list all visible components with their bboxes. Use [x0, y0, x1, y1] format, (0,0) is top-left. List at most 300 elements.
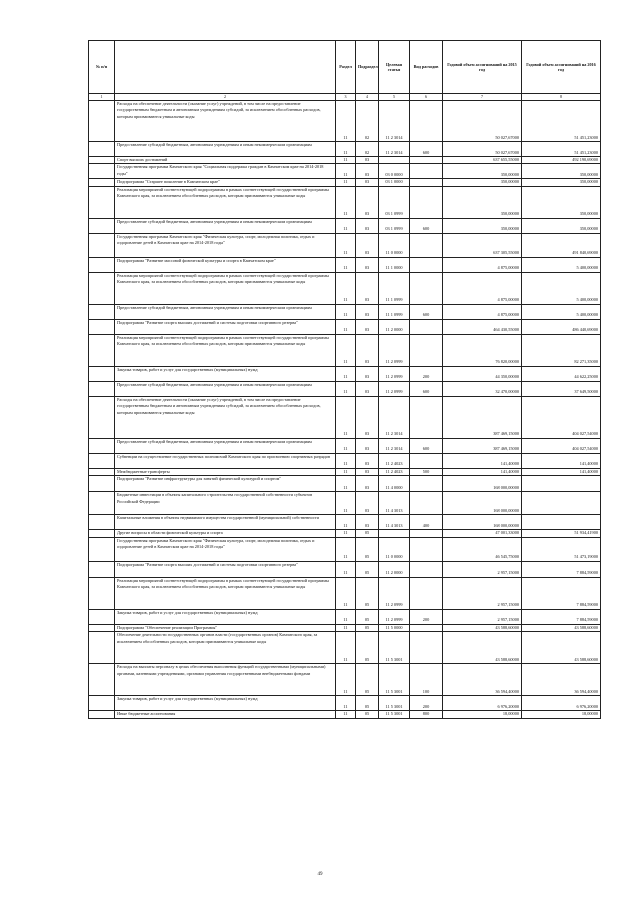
num-cell: [89, 366, 115, 381]
section-cell: 11: [336, 609, 356, 624]
table-row: [89, 624, 601, 631]
num-cell: [89, 396, 115, 438]
section-cell: 11: [336, 101, 356, 142]
table-row: [89, 609, 601, 624]
amount-2016-cell: 51 473,19000: [522, 537, 601, 561]
subsection-cell: 05: [356, 624, 379, 631]
header-num: № п/п: [89, 41, 115, 94]
column-number: 8: [522, 94, 601, 101]
amount-2015-cell: 32 470,00000: [443, 381, 522, 396]
target-article-cell: 11 2 3014: [379, 438, 410, 453]
target-article-cell: 11 2 3014: [379, 101, 410, 142]
amount-2015-cell: 350,00000: [443, 186, 522, 218]
amount-2016-cell: 37 649,50000: [522, 381, 601, 396]
subsection-cell: 03: [356, 476, 379, 492]
table-row: [89, 101, 601, 142]
num-cell: [89, 272, 115, 304]
row-name-cell: Расходы на обеспечение деятельности (оказание услуг) учреждений, в том числе на предоставление государственным бюджетным и автономным учреждениям субсидий, за исключением обособленных расходов, которым присваиваются уникальные коды: [115, 101, 336, 142]
subsection-cell: 05: [356, 664, 379, 696]
subsection-cell: 03: [356, 319, 379, 334]
expense-type-cell: 800: [410, 711, 443, 718]
num-cell: [89, 632, 115, 664]
num-cell: [89, 577, 115, 609]
amount-2016-cell: 7 884,59000: [522, 577, 601, 609]
row-name-cell: Обеспечение деятельности государственных органов власти (государственных органов) Камчатского края, за исключением обособленных расходов, которым присваиваются уникальные коды: [115, 632, 336, 664]
amount-2016-cell: 44 622,25000: [522, 366, 601, 381]
expense-type-cell: [410, 632, 443, 664]
row-name-cell: Реализация мероприятий соответствующей подпрограммы в рамках соответствующей государственной программы Камчатского края, за исключением обособленных расходов, которым присваиваются уникальные коды: [115, 186, 336, 218]
amount-2016-cell: 5 400,00000: [522, 304, 601, 319]
amount-2015-cell: 47 001,33000: [443, 530, 522, 537]
table-row: [89, 179, 601, 186]
amount-2016-cell: [522, 492, 601, 515]
target-article-cell: 11 4 3013: [379, 492, 410, 515]
target-article-cell: 11 5 0000: [379, 624, 410, 631]
target-article-cell: 11 2 0999: [379, 381, 410, 396]
amount-2015-cell: 141,40000: [443, 453, 522, 468]
table-row: [89, 319, 601, 334]
num-cell: [89, 319, 115, 334]
target-article-cell: 03 1 0999: [379, 186, 410, 218]
target-article-cell: 11 1 0999: [379, 272, 410, 304]
target-article-cell: 11 5 3001: [379, 711, 410, 718]
row-name-cell: Расходы на выплаты персоналу в целях обеспечения выполнения функций государственными (муниципальными) органами, казенными учреждениями, органами управления государственными внебюджетными фондами: [115, 664, 336, 696]
amount-2015-cell: 36 594,40000: [443, 664, 522, 696]
subsection-cell: 03: [356, 186, 379, 218]
amount-2015-cell: 6 976,20000: [443, 696, 522, 711]
amount-2015-cell: 46 545,75000: [443, 537, 522, 561]
section-cell: 11: [336, 577, 356, 609]
row-name-cell: Государственная программа Камчатского края "Социальная поддержка граждан в Камчатском крае на 2014-2018 годы": [115, 164, 336, 179]
table-row: [89, 157, 601, 164]
subsection-cell: 05: [356, 577, 379, 609]
expense-type-cell: [410, 530, 443, 537]
section-cell: 11: [336, 537, 356, 561]
table-row: [89, 381, 601, 396]
table-row: [89, 186, 601, 218]
target-article-cell: 11 5 3001: [379, 696, 410, 711]
expense-type-cell: [410, 319, 443, 334]
expense-type-cell: [410, 453, 443, 468]
num-cell: [89, 609, 115, 624]
row-name-cell: Подпрограмма "Старшее поколение в Камчатском крае": [115, 179, 336, 186]
target-article-cell: 11 2 0000: [379, 319, 410, 334]
section-cell: 11: [336, 366, 356, 381]
row-name-cell: Иные бюджетные ассигнования: [115, 711, 336, 718]
subsection-cell: 05: [356, 537, 379, 561]
row-name-cell: Подпрограмма "Развитие инфраструктуры для занятий физической культурой и спортом": [115, 476, 336, 492]
subsection-cell: 03: [356, 272, 379, 304]
section-cell: 11: [336, 233, 356, 257]
section-cell: 11: [336, 530, 356, 537]
target-article-cell: 11 1 0999: [379, 304, 410, 319]
target-article-cell: 11 2 0999: [379, 366, 410, 381]
amount-2016-cell: 404 027,54000: [522, 396, 601, 438]
num-cell: [89, 664, 115, 696]
table-row: [89, 711, 601, 718]
row-name-cell: Другие вопросы в области физической культуры и спорта: [115, 530, 336, 537]
expense-type-cell: [410, 186, 443, 218]
expense-type-cell: [410, 476, 443, 492]
expense-type-cell: [410, 561, 443, 577]
target-article-cell: 11 2 0999: [379, 577, 410, 609]
row-name-cell: Государственная программа Камчатского края "Физическая культура, спорт, молодежная политика, отдых и оздоровление детей в Камчатском крае на 2014-2018 годы": [115, 233, 336, 257]
amount-2015-cell: 50 027,67000: [443, 101, 522, 142]
target-article-cell: 11 2 3014: [379, 396, 410, 438]
amount-2016-cell: 7 884,59000: [522, 609, 601, 624]
section-cell: 11: [336, 272, 356, 304]
row-name-cell: Реализация мероприятий соответствующей подпрограммы в рамках соответствующей государственной программы Камчатского края, за исключением обособленных расходов, которым присваиваются уникальные коды: [115, 577, 336, 609]
amount-2016-cell: 36 594,40000: [522, 664, 601, 696]
subsection-cell: 03: [356, 396, 379, 438]
num-cell: [89, 218, 115, 233]
amount-2015-cell: 43 588,60000: [443, 624, 522, 631]
table-row: [89, 438, 601, 453]
subsection-cell: 03: [356, 381, 379, 396]
amount-2015-cell: 168 000,00000: [443, 492, 522, 515]
amount-2016-cell: 350,00000: [522, 218, 601, 233]
subsection-cell: 03: [356, 257, 379, 272]
expense-type-cell: [410, 179, 443, 186]
amount-2016-cell: 492 190,69000: [522, 157, 601, 164]
amount-2015-cell: 350,00000: [443, 179, 522, 186]
num-cell: [89, 624, 115, 631]
amount-2016-cell: [522, 515, 601, 530]
expense-type-cell: [410, 334, 443, 366]
amount-2016-cell: 5 400,00000: [522, 272, 601, 304]
section-cell: 11: [336, 179, 356, 186]
amount-2016-cell: 7 884,59000: [522, 561, 601, 577]
row-name-cell: Закупка товаров, работ и услуг для государственных (муниципальных) нужд: [115, 609, 336, 624]
num-cell: [89, 711, 115, 718]
header-expense-type: Вид расходов: [410, 41, 443, 94]
subsection-cell: 05: [356, 609, 379, 624]
amount-2015-cell: 2 957,15000: [443, 561, 522, 577]
table-row: [89, 304, 601, 319]
subsection-cell: 02: [356, 101, 379, 142]
table-row: [89, 515, 601, 530]
section-cell: 11: [336, 257, 356, 272]
amount-2015-cell: 4 875,00000: [443, 272, 522, 304]
amount-2016-cell: [522, 476, 601, 492]
section-cell: 11: [336, 334, 356, 366]
amount-2015-cell: 168 000,00000: [443, 515, 522, 530]
table-row: [89, 530, 601, 537]
target-article-cell: 11 2 0999: [379, 609, 410, 624]
amount-2015-cell: 2 957,15000: [443, 577, 522, 609]
num-cell: [89, 381, 115, 396]
amount-2016-cell: 491 840,69000: [522, 233, 601, 257]
table-row: [89, 632, 601, 664]
row-name-cell: Предоставление субсидий бюджетным, автономным учреждениям и иным некоммерческим организациям: [115, 142, 336, 157]
header-amount-2016: Годовой объем ассигнований на 2016 год: [522, 41, 601, 94]
target-article-cell: [379, 530, 410, 537]
expense-type-cell: 400: [410, 515, 443, 530]
target-article-cell: 11 2 0999: [379, 334, 410, 366]
amount-2015-cell: 44 350,00000: [443, 366, 522, 381]
row-name-cell: Реализация мероприятий соответствующей подпрограммы в рамках соответствующей государственной программы Камчатского края, за исключением обособленных расходов, которым присваиваются уникальные коды: [115, 272, 336, 304]
row-name-cell: Государственная программа Камчатского края "Физическая культура, спорт, молодежная политика, отдых и оздоровление детей в Камчатском крае на 2014-2018 годы": [115, 537, 336, 561]
subsection-cell: 03: [356, 179, 379, 186]
expense-type-cell: 200: [410, 609, 443, 624]
header-target-article: Целевая статья: [379, 41, 410, 94]
table-row: [89, 492, 601, 515]
amount-2015-cell: 4 875,00000: [443, 257, 522, 272]
column-number: 3: [336, 94, 356, 101]
num-cell: [89, 157, 115, 164]
subsection-cell: 03: [356, 157, 379, 164]
table-header-row: [89, 41, 601, 94]
row-name-cell: Капитальные вложения в объекты недвижимого имущества государственной (муниципальной) собственности: [115, 515, 336, 530]
subsection-cell: 03: [356, 366, 379, 381]
expense-type-cell: [410, 157, 443, 164]
subsection-cell: 05: [356, 561, 379, 577]
amount-2015-cell: 168 000,00000: [443, 476, 522, 492]
section-cell: 11: [336, 396, 356, 438]
section-cell: 11: [336, 381, 356, 396]
amount-2016-cell: 141,40000: [522, 468, 601, 475]
target-article-cell: 11 5 3001: [379, 664, 410, 696]
expense-type-cell: 600: [410, 438, 443, 453]
num-cell: [89, 179, 115, 186]
page-number: 49: [317, 872, 323, 877]
target-article-cell: 03 1 0000: [379, 179, 410, 186]
amount-2016-cell: 350,00000: [522, 179, 601, 186]
amount-2015-cell: 387 469,15000: [443, 396, 522, 438]
subsection-cell: 03: [356, 468, 379, 475]
num-cell: [89, 696, 115, 711]
num-cell: [89, 142, 115, 157]
budget-table-page: [88, 40, 600, 719]
amount-2015-cell: 387 469,15000: [443, 438, 522, 453]
amount-2015-cell: 76 820,00000: [443, 334, 522, 366]
amount-2016-cell: 43 588,60000: [522, 624, 601, 631]
column-number: 4: [356, 94, 379, 101]
row-name-cell: Закупка товаров, работ и услуг для государственных (муниципальных) нужд: [115, 696, 336, 711]
column-number: 7: [443, 94, 522, 101]
num-cell: [89, 453, 115, 468]
expense-type-cell: 600: [410, 142, 443, 157]
num-cell: [89, 561, 115, 577]
subsection-cell: 03: [356, 233, 379, 257]
expense-type-cell: [410, 624, 443, 631]
column-number: 2: [115, 94, 336, 101]
subsection-cell: 03: [356, 218, 379, 233]
table-row: [89, 257, 601, 272]
target-article-cell: 11 5 3001: [379, 632, 410, 664]
num-cell: [89, 101, 115, 142]
amount-2016-cell: 82 271,35000: [522, 334, 601, 366]
target-article-cell: 03 1 0999: [379, 218, 410, 233]
amount-2015-cell: 18,00000: [443, 711, 522, 718]
target-article-cell: [379, 157, 410, 164]
num-cell: [89, 438, 115, 453]
row-name-cell: Реализация мероприятий соответствующей подпрограммы в рамках соответствующей государственной программы Камчатского края, за исключением обособленных расходов, которым присваиваются уникальные коды: [115, 334, 336, 366]
num-cell: [89, 468, 115, 475]
amount-2015-cell: 350,00000: [443, 218, 522, 233]
target-article-cell: 11 2 4023: [379, 468, 410, 475]
num-cell: [89, 530, 115, 537]
row-name-cell: Подпрограмма "Развитие спорта высших достижений и системы подготовки спортивного резерва": [115, 319, 336, 334]
target-article-cell: 11 2 0000: [379, 561, 410, 577]
table-row: [89, 366, 601, 381]
row-name-cell: Предоставление субсидий бюджетным, автономным учреждениям и иным некоммерческим организациям: [115, 304, 336, 319]
expense-type-cell: [410, 577, 443, 609]
amount-2016-cell: 350,00000: [522, 186, 601, 218]
row-name-cell: Бюджетные инвестиции в объекты капитального строительства государственной собственности субъектов Российской Федерации: [115, 492, 336, 515]
amount-2015-cell: 50 027,67000: [443, 142, 522, 157]
section-cell: 11: [336, 164, 356, 179]
target-article-cell: 03 0 0000: [379, 164, 410, 179]
section-cell: 11: [336, 186, 356, 218]
amount-2016-cell: 486 440,69000: [522, 319, 601, 334]
row-name-cell: Субвенции на осуществление государственных полномочий Камчатского края по присвоению спортивных разрядов: [115, 453, 336, 468]
amount-2015-cell: 637 655,55000: [443, 157, 522, 164]
row-name-cell: Расходы на обеспечение деятельности (оказание услуг) учреждений, в том числе на предоставление государственным бюджетным и автономным учреждениям субсидий, за исключением обособленных расходов, которым присваиваются уникальные коды: [115, 396, 336, 438]
header-name: [115, 41, 336, 94]
table-row: [89, 218, 601, 233]
column-number: 5: [379, 94, 410, 101]
section-cell: 11: [336, 492, 356, 515]
row-name-cell: Предоставление субсидий бюджетным, автономным учреждениям и иным некоммерческим организациям: [115, 381, 336, 396]
section-cell: 11: [336, 632, 356, 664]
table-row: [89, 164, 601, 179]
target-article-cell: 11 4 0000: [379, 476, 410, 492]
section-cell: 11: [336, 696, 356, 711]
amount-2016-cell: 404 027,54000: [522, 438, 601, 453]
header-section: Раздел: [336, 41, 356, 94]
expense-type-cell: 500: [410, 468, 443, 475]
table-row: [89, 537, 601, 561]
header-subsection: Подраздел: [356, 41, 379, 94]
expense-type-cell: 600: [410, 218, 443, 233]
target-article-cell: 11 0 0000: [379, 233, 410, 257]
subsection-cell: 03: [356, 492, 379, 515]
num-cell: [89, 304, 115, 319]
row-name-cell: Подпрограмма "Развитие спорта высших достижений и системы подготовки спортивного резерва": [115, 561, 336, 577]
expense-type-cell: [410, 396, 443, 438]
section-cell: 11: [336, 515, 356, 530]
expense-type-cell: [410, 272, 443, 304]
subsection-cell: 05: [356, 711, 379, 718]
section-cell: 11: [336, 664, 356, 696]
table-row: [89, 476, 601, 492]
amount-2015-cell: 4 875,00000: [443, 304, 522, 319]
subsection-cell: 02: [356, 142, 379, 157]
budget-allocation-table: [88, 40, 601, 719]
expense-type-cell: [410, 257, 443, 272]
amount-2015-cell: 350,00000: [443, 164, 522, 179]
amount-2016-cell: 51 934,41900: [522, 530, 601, 537]
expense-type-cell: [410, 164, 443, 179]
section-cell: 11: [336, 468, 356, 475]
header-amount-2015: Годовой объем ассигнований на 2015 год: [443, 41, 522, 94]
section-cell: 11: [336, 304, 356, 319]
table-row: [89, 396, 601, 438]
expense-type-cell: [410, 492, 443, 515]
subsection-cell: 05: [356, 696, 379, 711]
row-name-cell: Предоставление субсидий бюджетным, автономным учреждениям и иным некоммерческим организациям: [115, 218, 336, 233]
section-cell: 11: [336, 711, 356, 718]
num-cell: [89, 257, 115, 272]
subsection-cell: 05: [356, 632, 379, 664]
section-cell: 11: [336, 142, 356, 157]
amount-2015-cell: 141,40000: [443, 468, 522, 475]
target-article-cell: 11 4 3013: [379, 515, 410, 530]
amount-2016-cell: 141,40000: [522, 453, 601, 468]
table-row: [89, 142, 601, 157]
table-row: [89, 577, 601, 609]
amount-2015-cell: 2 957,15000: [443, 609, 522, 624]
table-row: [89, 453, 601, 468]
expense-type-cell: [410, 233, 443, 257]
expense-type-cell: [410, 537, 443, 561]
row-name-cell: Спорт высших достижений: [115, 157, 336, 164]
target-article-cell: 11 2 3014: [379, 142, 410, 157]
expense-type-cell: 200: [410, 696, 443, 711]
table-row: [89, 334, 601, 366]
row-name-cell: Межбюджетные трансферты: [115, 468, 336, 475]
target-article-cell: 11 1 0000: [379, 257, 410, 272]
amount-2016-cell: 51 451,23000: [522, 142, 601, 157]
subsection-cell: 03: [356, 334, 379, 366]
expense-type-cell: [410, 101, 443, 142]
amount-2016-cell: 6 976,20000: [522, 696, 601, 711]
num-cell: [89, 164, 115, 179]
section-cell: 11: [336, 624, 356, 631]
subsection-cell: 03: [356, 304, 379, 319]
section-cell: 11: [336, 438, 356, 453]
row-name-cell: Подпрограмма "Обеспечение реализации Программы": [115, 624, 336, 631]
subsection-cell: 03: [356, 438, 379, 453]
amount-2016-cell: 5 400,00000: [522, 257, 601, 272]
subsection-cell: 03: [356, 164, 379, 179]
row-name-cell: Подпрограмма "Развитие массовой физической культуры и спорта в Камчатском крае": [115, 257, 336, 272]
target-article-cell: 11 0 0000: [379, 537, 410, 561]
num-cell: [89, 233, 115, 257]
subsection-cell: 03: [356, 515, 379, 530]
section-cell: 11: [336, 476, 356, 492]
expense-type-cell: 600: [410, 304, 443, 319]
num-cell: [89, 515, 115, 530]
subsection-cell: 03: [356, 453, 379, 468]
amount-2016-cell: 51 451,23000: [522, 101, 601, 142]
amount-2015-cell: 464 430,55000: [443, 319, 522, 334]
expense-type-cell: 100: [410, 664, 443, 696]
expense-type-cell: 600: [410, 381, 443, 396]
table-row: [89, 272, 601, 304]
amount-2016-cell: 350,00000: [522, 164, 601, 179]
table-row: [89, 468, 601, 475]
section-cell: 11: [336, 453, 356, 468]
row-name-cell: Предоставление субсидий бюджетным, автономным учреждениям и иным некоммерческим организациям: [115, 438, 336, 453]
amount-2015-cell: 637 305,55000: [443, 233, 522, 257]
column-number-row: [89, 94, 601, 101]
target-article-cell: 11 2 4023: [379, 453, 410, 468]
num-cell: [89, 537, 115, 561]
num-cell: [89, 492, 115, 515]
column-number: 1: [89, 94, 115, 101]
section-cell: 11: [336, 561, 356, 577]
num-cell: [89, 334, 115, 366]
table-row: [89, 233, 601, 257]
table-row: [89, 696, 601, 711]
amount-2016-cell: 43 588,60000: [522, 632, 601, 664]
row-name-cell: Закупка товаров, работ и услуг для государственных (муниципальных) нужд: [115, 366, 336, 381]
amount-2016-cell: 18,00000: [522, 711, 601, 718]
column-number: 6: [410, 94, 443, 101]
table-row: [89, 664, 601, 696]
